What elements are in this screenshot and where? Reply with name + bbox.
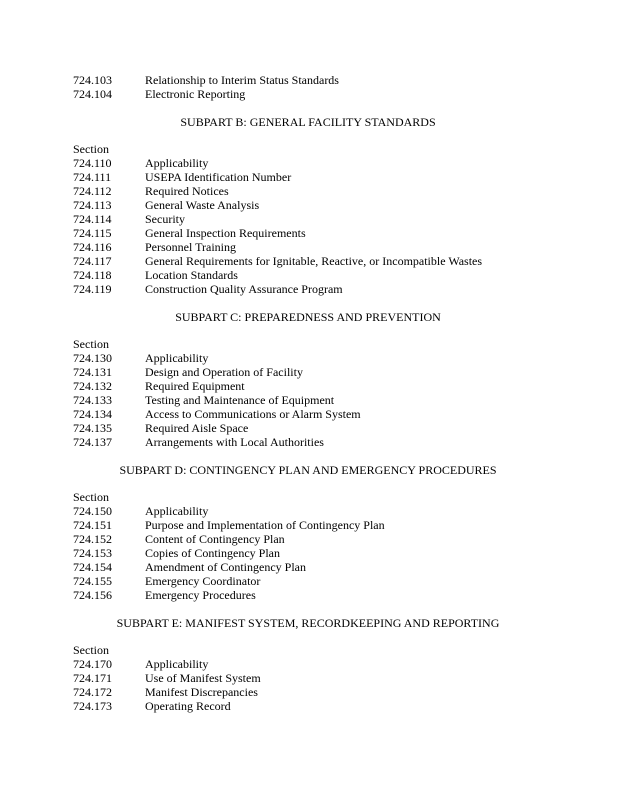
section-number: 724.118 (73, 268, 112, 282)
section-title: General Waste Analysis (145, 198, 260, 212)
section-title: Copies of Contingency Plan (145, 546, 280, 560)
section-number: 724.155 (73, 574, 112, 588)
section-number: 724.112 (73, 184, 112, 198)
subpart-heading: SUBPART B: GENERAL FACILITY STANDARDS (180, 115, 436, 129)
toc-entry (73, 226, 543, 240)
intro-entries (73, 73, 543, 101)
subpart-heading: SUBPART E: MANIFEST SYSTEM, RECORDKEEPING AND REPORTING (116, 616, 500, 630)
subpart-heading: SUBPART D: CONTINGENCY PLAN AND EMERGENCY PROCEDURES (119, 463, 497, 477)
section-number: 724.115 (73, 226, 112, 240)
toc-entry (73, 198, 543, 212)
toc-entry (73, 574, 543, 588)
section-title: Required Equipment (145, 379, 245, 393)
section-title: Operating Record (145, 699, 231, 713)
toc-entry (73, 560, 543, 574)
section-title: Arrangements with Local Authorities (145, 435, 324, 449)
section-column-label: Section (73, 643, 109, 657)
section-title: Content of Contingency Plan (145, 532, 285, 546)
section-title: Applicability (145, 504, 209, 518)
toc-entry (73, 699, 543, 713)
toc-entry (73, 532, 543, 546)
section-number: 724.113 (73, 198, 112, 212)
toc-entry (73, 87, 543, 101)
section-number: 724.116 (73, 240, 112, 254)
toc-entry (73, 240, 543, 254)
toc-entry (73, 379, 543, 393)
section-title: Amendment of Contingency Plan (145, 560, 306, 574)
toc-entry (73, 282, 543, 296)
section-number: 724.150 (73, 504, 112, 518)
section-title: Purpose and Implementation of Contingency Plan (145, 518, 385, 532)
subpart-entries (73, 504, 543, 602)
section-title: Design and Operation of Facility (145, 365, 303, 379)
section-number: 724.130 (73, 351, 112, 365)
toc-entry (73, 518, 543, 532)
toc-entry (73, 671, 543, 685)
section-number: 724.172 (73, 685, 112, 699)
toc-entry (73, 504, 543, 518)
section-title: Construction Quality Assurance Program (145, 282, 343, 296)
subpart-entries (73, 351, 543, 449)
section-number: 724.135 (73, 421, 112, 435)
toc-entry (73, 268, 543, 282)
section-title: Emergency Procedures (145, 588, 256, 602)
toc-entry (73, 365, 543, 379)
toc-entry (73, 393, 543, 407)
section-number: 724.117 (73, 254, 112, 268)
toc-entry (73, 254, 543, 268)
section-number: 724.137 (73, 435, 112, 449)
subpart-entries (73, 156, 543, 296)
document-page (73, 73, 543, 713)
section-number: 724.104 (73, 87, 112, 101)
section-title: Electronic Reporting (145, 87, 246, 101)
section-number: 724.170 (73, 657, 112, 671)
section-number: 724.111 (73, 170, 112, 184)
toc-entry (73, 156, 543, 170)
section-number: 724.131 (73, 365, 112, 379)
section-number: 724.154 (73, 560, 112, 574)
toc-entry (73, 407, 543, 421)
section-number: 724.153 (73, 546, 112, 560)
section-number: 724.171 (73, 671, 112, 685)
section-number: 724.134 (73, 407, 112, 421)
section-title: USEPA Identification Number (145, 170, 292, 184)
section-number: 724.173 (73, 699, 112, 713)
section-number: 724.114 (73, 212, 112, 226)
section-title: Emergency Coordinator (145, 574, 261, 588)
subpart-heading: SUBPART C: PREPAREDNESS AND PREVENTION (175, 310, 441, 324)
section-title: General Requirements for Ignitable, Reactive, or Incompatible Wastes (145, 254, 483, 268)
section-title: Applicability (145, 156, 209, 170)
section-number: 724.132 (73, 379, 112, 393)
section-number: 724.151 (73, 518, 112, 532)
section-number: 724.133 (73, 393, 112, 407)
toc-entry (73, 212, 543, 226)
section-title: Manifest Discrepancies (145, 685, 258, 699)
section-column-label: Section (73, 142, 109, 156)
toc-entry (73, 435, 543, 449)
section-title: Location Standards (145, 268, 238, 282)
subpart-entries (73, 657, 543, 713)
section-title: General Inspection Requirements (145, 226, 306, 240)
section-title: Use of Manifest System (145, 671, 261, 685)
section-title: Required Notices (145, 184, 229, 198)
toc-entry (73, 73, 543, 87)
section-number: 724.152 (73, 532, 112, 546)
toc-entry (73, 421, 543, 435)
section-title: Relationship to Interim Status Standards (145, 73, 339, 87)
toc-entry (73, 351, 543, 365)
toc-entry (73, 588, 543, 602)
section-title: Applicability (145, 657, 209, 671)
section-title: Testing and Maintenance of Equipment (145, 393, 335, 407)
section-title: Personnel Training (145, 240, 237, 254)
section-number: 724.103 (73, 73, 112, 87)
toc-entry (73, 546, 543, 560)
toc-entry (73, 184, 543, 198)
section-number: 724.156 (73, 588, 112, 602)
section-number: 724.119 (73, 282, 112, 296)
toc-entry (73, 657, 543, 671)
section-title: Access to Communications or Alarm System (145, 407, 361, 421)
section-title: Security (145, 212, 185, 226)
section-column-label: Section (73, 490, 109, 504)
toc-entry (73, 685, 543, 699)
section-title: Required Aisle Space (145, 421, 249, 435)
section-number: 724.110 (73, 156, 112, 170)
section-title: Applicability (145, 351, 209, 365)
toc-entry (73, 170, 543, 184)
section-column-label: Section (73, 337, 109, 351)
